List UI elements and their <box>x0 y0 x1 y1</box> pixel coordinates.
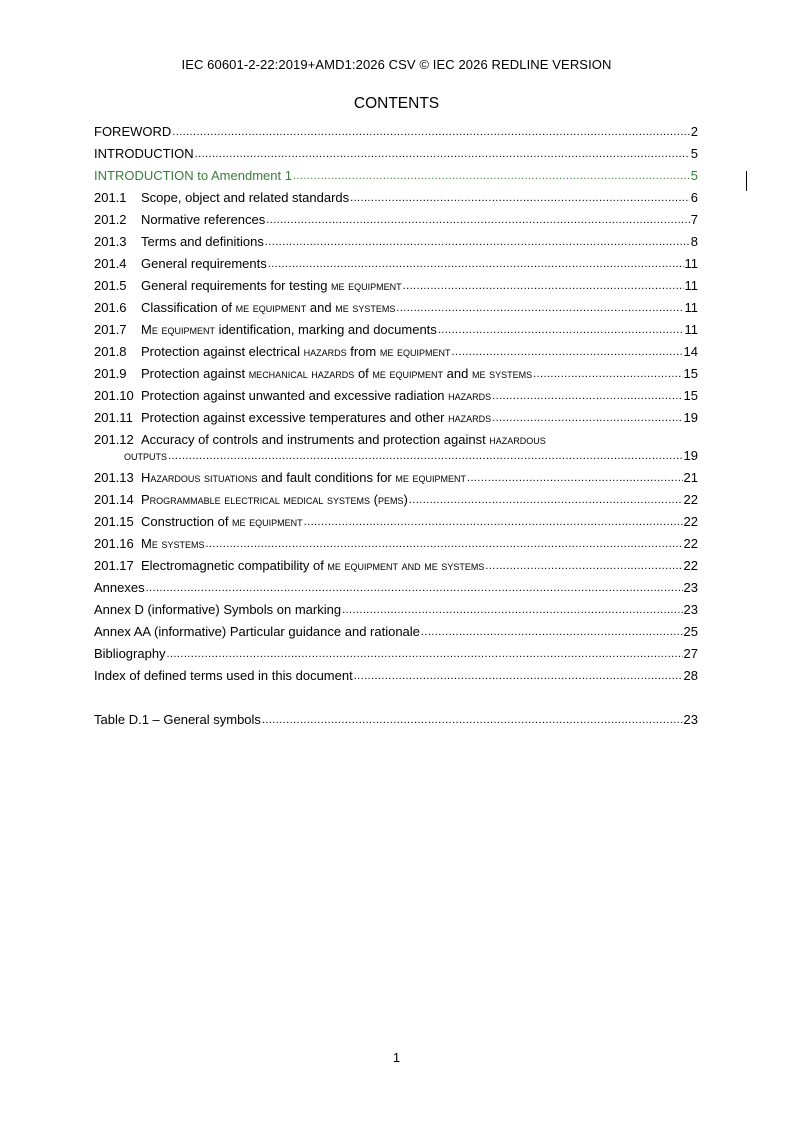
dot-leader <box>403 278 684 294</box>
toc-entry[interactable] <box>94 278 698 294</box>
toc-entry[interactable] <box>94 388 698 404</box>
toc-entry-text-part: me equipment <box>331 278 402 293</box>
toc-entry-label <box>94 536 204 552</box>
toc-entry[interactable] <box>94 712 698 728</box>
dot-leader <box>354 668 683 684</box>
toc-entry-label <box>94 168 292 184</box>
dot-leader <box>533 366 682 382</box>
toc-page-number: 15 <box>683 366 698 381</box>
toc-clause-number: 201.4 <box>94 256 127 271</box>
toc-page-number: 23 <box>683 602 698 617</box>
toc-entry-text-part: ( <box>370 492 379 507</box>
contents-title: CONTENTS <box>353 95 440 112</box>
toc-page-number: 27 <box>683 646 698 661</box>
toc-clause-number: 201.9 <box>94 366 127 381</box>
dot-leader <box>265 234 690 250</box>
toc-entry-text-part: me equipment <box>379 344 451 359</box>
toc-entry[interactable] <box>94 124 698 140</box>
dot-leader <box>421 624 683 640</box>
dot-leader <box>409 492 683 508</box>
page-number: 1 <box>392 1050 401 1065</box>
toc-entry[interactable] <box>94 668 698 684</box>
toc-entry[interactable] <box>94 168 698 184</box>
toc-page-number: 11 <box>684 322 698 337</box>
toc-entry-label <box>94 624 420 640</box>
toc-entry-text-part: Terms and definitions <box>141 234 264 249</box>
dot-leader <box>293 168 690 184</box>
toc-entry[interactable] <box>94 432 698 464</box>
toc-entry[interactable] <box>94 366 698 382</box>
toc-entry[interactable] <box>94 492 698 508</box>
toc-entry-label <box>94 668 353 684</box>
dot-leader <box>492 388 682 404</box>
toc-entry-text-part: ) <box>403 492 408 507</box>
toc-entry-text-part: hazards <box>448 410 492 425</box>
toc-entry[interactable] <box>94 536 698 552</box>
toc-entry-label <box>94 322 437 338</box>
dot-leader <box>168 448 683 464</box>
toc-page-number: 22 <box>683 514 698 529</box>
toc-page-number: 22 <box>683 558 698 573</box>
toc-page-number: 19 <box>683 448 698 463</box>
toc-page-number: 23 <box>683 580 698 595</box>
dot-leader <box>195 146 690 162</box>
dot-leader <box>266 212 689 228</box>
toc-page-number: 6 <box>690 190 698 205</box>
toc-entry[interactable] <box>94 558 698 574</box>
toc-clause-number: 201.13 <box>94 470 134 485</box>
toc-entry-text-part: hazards <box>448 388 492 403</box>
toc-clause-number: 201.1 <box>94 190 127 205</box>
toc-entry-text-part: General requirements <box>141 256 267 271</box>
toc-entry-text-part: Protection against excessive temperatures and other <box>141 410 449 425</box>
toc-entry[interactable] <box>94 322 698 338</box>
toc-entry-text-part: Index of defined terms used in this document <box>94 668 353 683</box>
dot-leader <box>262 712 683 728</box>
toc-entry-text-part: General requirements for testing <box>141 278 332 293</box>
document-header: IEC 60601-2-22:2019+AMD1:2026 CSV © IEC 2026 REDLINE VERSION <box>181 57 612 72</box>
toc-entry-text-part: Accuracy of controls and instruments and protection against <box>141 432 490 447</box>
toc-entry-text-part: of <box>354 366 373 381</box>
toc-entry-text-part: mechanical hazards <box>248 366 355 381</box>
toc-entry-label <box>94 492 408 508</box>
toc-clause-number: 201.12 <box>94 432 134 447</box>
toc-entry-label <box>94 712 261 728</box>
toc-page-number: 28 <box>683 668 698 683</box>
dot-leader <box>438 322 684 338</box>
toc-entry-text-part: Me systems <box>141 536 205 551</box>
toc-entry-label <box>94 344 450 360</box>
toc-entry[interactable] <box>94 646 698 662</box>
toc-entry[interactable] <box>94 146 698 162</box>
toc-entry[interactable] <box>94 602 698 618</box>
toc-entry-text-part: Electromagnetic compatibility of <box>141 558 328 573</box>
toc-clause-number: 201.6 <box>94 300 127 315</box>
toc-entry[interactable] <box>94 190 698 206</box>
toc-page-number: 15 <box>683 388 698 403</box>
toc-clause-number: 201.10 <box>94 388 134 403</box>
toc-entry-text-part: INTRODUCTION <box>94 146 194 161</box>
toc-entry-text-part: Normative references <box>141 212 266 227</box>
toc-entry-text-part: Annexes <box>94 580 145 595</box>
toc-entry-label <box>94 256 267 272</box>
toc-entry-text-part: pems <box>378 492 404 507</box>
toc-entry[interactable] <box>94 256 698 272</box>
toc-page-number: 5 <box>690 168 698 183</box>
toc-entry[interactable] <box>94 470 698 486</box>
toc-entry-text-part: Annex D (informative) Symbols on marking <box>94 602 342 617</box>
toc-entry[interactable] <box>94 344 698 360</box>
toc-entry-label-continued <box>124 448 167 464</box>
toc-entry-text-part: hazardous <box>489 432 546 447</box>
dot-leader <box>467 470 683 486</box>
toc-entry-label <box>94 190 349 206</box>
dot-leader <box>146 580 683 596</box>
toc-entry-label <box>94 514 303 530</box>
toc-entry-text-part: Protection against unwanted and excessive radiation <box>141 388 449 403</box>
toc-entry[interactable] <box>94 212 698 228</box>
toc-entry-text-part: Programmable electrical medical systems <box>141 492 371 507</box>
toc-page-number: 5 <box>690 146 698 161</box>
toc-page-number: 19 <box>683 410 698 425</box>
toc-entry-label <box>94 470 466 486</box>
toc-entry-text-part: me systems <box>471 366 533 381</box>
toc-entry-label <box>94 212 265 228</box>
toc-clause-number: 201.3 <box>94 234 127 249</box>
toc-clause-number: 201.7 <box>94 322 127 337</box>
toc-entry-text-part: and fault conditions for <box>257 470 396 485</box>
toc-page-number: 25 <box>683 624 698 639</box>
toc-entry-label <box>94 300 395 316</box>
toc-entry-text-part: me equipment <box>372 366 444 381</box>
toc-entry-text-part: Protection against electrical <box>141 344 304 359</box>
toc-entry-label <box>94 602 341 618</box>
dot-leader <box>167 646 683 662</box>
toc-entry-text-part: Bibliography <box>94 646 166 661</box>
toc-page-number: 7 <box>690 212 698 227</box>
toc-entry-text-part: Hazardous situations <box>141 470 258 485</box>
toc-page-number: 14 <box>683 344 698 359</box>
toc-entry-text-part: Annex AA (informative) Particular guidance and rationale <box>94 624 420 639</box>
toc-page-number: 22 <box>683 536 698 551</box>
toc-clause-number: 201.15 <box>94 514 134 529</box>
toc-page-number: 23 <box>683 712 698 727</box>
toc-clause-number: 201.2 <box>94 212 127 227</box>
toc-page-number: 21 <box>683 470 698 485</box>
toc-entry-text-part: Scope, object and related standards <box>141 190 350 205</box>
toc-entry-label <box>94 278 402 294</box>
text-cursor <box>746 171 747 191</box>
toc-entry-text-part: me equipment and me systems <box>327 558 485 573</box>
toc-entry-text-part: identification, marking and documents <box>214 322 437 337</box>
toc-clause-number: 201.5 <box>94 278 127 293</box>
toc-entry-label <box>94 558 484 574</box>
toc-entry[interactable] <box>94 514 698 530</box>
toc-clause-number: 201.16 <box>94 536 134 551</box>
toc-entry-text-part: outputs <box>124 448 168 463</box>
toc-entry-text-part: and <box>443 366 472 381</box>
toc-entry-text-part: FOREWORD <box>94 124 172 139</box>
toc-entry-text-part: me equipment <box>235 300 307 315</box>
toc-entry-text-part: Classification of <box>141 300 236 315</box>
toc-entry-label <box>94 432 546 447</box>
toc-clause-number: 201.8 <box>94 344 127 359</box>
toc-entry-text-part: Me equipment <box>141 322 215 337</box>
toc-entry[interactable] <box>94 300 698 316</box>
toc-entry-text-part: me equipment <box>395 470 466 485</box>
toc-entry-text-part: me equipment <box>232 514 303 529</box>
dot-leader <box>396 300 683 316</box>
toc-entry-label <box>94 234 264 250</box>
toc-page-number: 8 <box>690 234 698 249</box>
dot-leader <box>205 536 682 552</box>
toc-entry-label <box>94 410 491 426</box>
toc-page-number: 22 <box>683 492 698 507</box>
toc-entry-text-part: hazards <box>303 344 347 359</box>
dot-leader <box>304 514 683 530</box>
toc-clause-number: 201.11 <box>94 410 133 425</box>
toc-entry-label <box>94 366 532 382</box>
toc-page-number: 11 <box>684 300 698 315</box>
toc-entry-label <box>94 646 166 662</box>
toc-entry-text-part: Construction of <box>141 514 233 529</box>
toc-entry-text-part: INTRODUCTION to Amendment 1 <box>94 168 292 183</box>
toc-entry-label <box>94 124 171 140</box>
toc-entry-text-part: Protection against <box>141 366 249 381</box>
toc-entry-label <box>94 580 145 596</box>
toc-entry-text-part: me systems <box>335 300 396 315</box>
toc-entry-text-part: and <box>306 300 336 315</box>
toc-entry-text-part: from <box>346 344 380 359</box>
toc-entry-label <box>94 388 491 404</box>
toc-entry[interactable] <box>94 580 698 596</box>
toc-clause-number: 201.17 <box>94 558 134 573</box>
toc-page-number: 2 <box>690 124 698 139</box>
dot-leader <box>268 256 684 272</box>
toc-page-number: 11 <box>684 256 698 271</box>
dot-leader <box>172 124 689 140</box>
dot-leader <box>451 344 682 360</box>
dot-leader <box>485 558 682 574</box>
toc-clause-number: 201.14 <box>94 492 134 507</box>
dot-leader <box>492 410 682 426</box>
toc-entry[interactable] <box>94 624 698 640</box>
dot-leader <box>342 602 682 618</box>
toc-entry-text-part: Table D.1 – General symbols <box>94 712 261 727</box>
toc-entry-label <box>94 146 194 162</box>
toc-page-number: 11 <box>684 278 698 293</box>
toc-entry[interactable] <box>94 410 698 426</box>
dot-leader <box>350 190 690 206</box>
toc-entry[interactable] <box>94 234 698 250</box>
